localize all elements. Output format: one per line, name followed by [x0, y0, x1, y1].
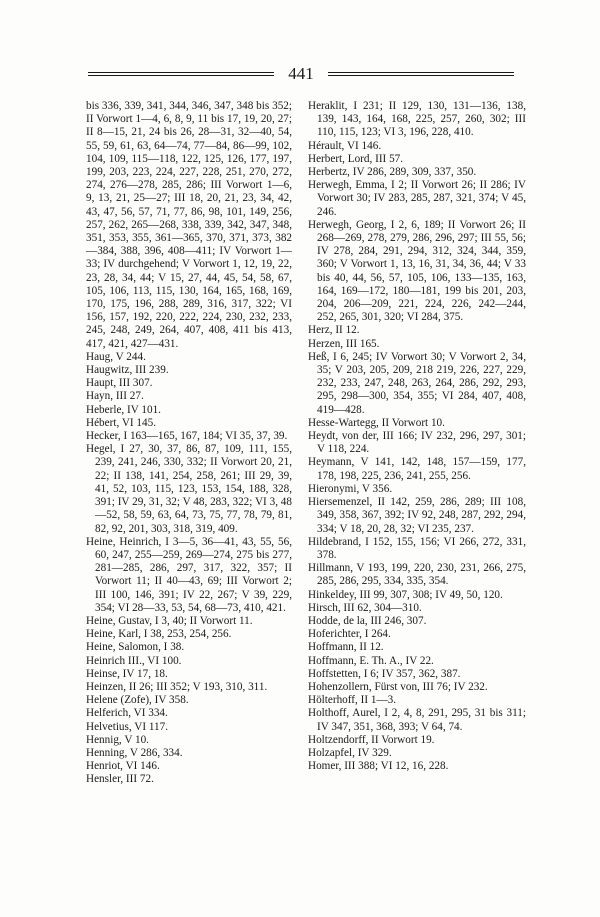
header-rule-left: [88, 72, 274, 76]
index-column-left: [86, 100, 292, 787]
index-entry: Herbert, Lord, III 57.: [308, 152, 404, 165]
index-entry: Hoferichter, I 264.: [308, 628, 391, 641]
index-entry: Heine, Salomon, I 38.: [86, 641, 185, 654]
index-entry: Hoffmann, II 12.: [308, 641, 384, 654]
index-entry: Heine, Gustav, I 3, 40; II Vorwort 11.: [86, 614, 253, 627]
index-entry: Helvetius, VI 117.: [86, 720, 169, 733]
index-entry: Heydt, von der, III 166; IV 232, 296, 297, 301; V 118, 224.: [308, 430, 526, 456]
index-entry: Herbertz, IV 286, 289, 309, 337, 350.: [308, 166, 477, 179]
index-entry: Heberle, IV 101.: [86, 403, 161, 416]
index-entry: Herwegh, Emma, I 2; II Vorwort 26; II 286; IV Vorwort 30; IV 283, 285, 287, 321, 374; V 45, 246.: [308, 179, 526, 218]
index-entry: Hiersemenzel, II 142, 259, 286, 289; III 108, 349, 358, 367, 392; IV 92, 248, 287, 292, 294, 334; V 18, 20, 28, 32; VI 235, 237.: [308, 496, 526, 535]
index-entry: Henning, V 286, 334.: [86, 746, 183, 759]
index-entry: Hinkeldey, III 99, 307, 308; IV 49, 50, 120.: [308, 588, 503, 601]
index-entry: Heß, I 6, 245; IV Vorwort 30; V Vorwort 2, 34, 35; V 203, 205, 209, 218 219, 226, 227, 229, 232, 233, 247, 248, 263, 264, 286, 292, 293, 295, 298—300, 354, 355; VI 284, 407, 408, 419—428.: [308, 350, 526, 416]
index-entry: Hegel, I 27, 30, 37, 86, 87, 109, 111, 155, 239, 241, 246, 330, 332; II Vorwort 20, 21, 22; II 138, 141, 254, 258, 261; III 29, 39, 41, 52, 103, 115, 123, 153, 154, 188, 328, 391; IV 29, 31, 32; V 48, 283, 322; VI 3, 48—52, 58, 59, 63, 64, 73, 75, 77, 78, 79, 81, 82, 92, 201, 303, 318, 319, 409.: [86, 443, 292, 535]
index-entry: Heinrich III., VI 100.: [86, 654, 182, 667]
index-entry: Hodde, de la, III 246, 307.: [308, 614, 427, 627]
index-entry: Hildebrand, I 152, 155, 156; VI 266, 272, 331, 378.: [308, 535, 526, 561]
index-entry: Hillmann, V 193, 199, 220, 230, 231, 266, 275, 285, 286, 295, 334, 335, 354.: [308, 562, 526, 588]
index-entry: Helferich, VI 334.: [86, 707, 168, 720]
index-entry: Hoffmann, E. Th. A., IV 22.: [308, 654, 434, 667]
index-entry: Holtzendorff, II Vorwort 19.: [308, 733, 435, 746]
index-column-right: [308, 100, 526, 773]
index-entry: Haupt, III 307.: [86, 377, 153, 390]
index-entry: Haug, V 244.: [86, 350, 146, 363]
index-entry: Hesse-Wartegg, II Vorwort 10.: [308, 416, 445, 429]
index-entry: Hieronymi, V 356.: [308, 482, 393, 495]
index-entry: Hébert, VI 145.: [86, 416, 157, 429]
index-entry: Hoffstetten, I 6; IV 357, 362, 387.: [308, 667, 461, 680]
index-entry: Hensler, III 72.: [86, 773, 154, 786]
header-rule-right: [328, 72, 514, 76]
index-entry: Henriot, VI 146.: [86, 760, 160, 773]
index-entry-continued: bis 336, 339, 341, 344, 346, 347, 348 bis 352; II Vorwort 1—4, 6, 8, 9, 11 bis 17, 19, 20, 27; II 8—15, 21, 24 bis 26, 28—31, 32—40, 54, 55, 59, 61, 63, 64—74, 77—84, 86—99, 102, 104, 109, 115—118, 122, 125, 126, 177, 197, 199, 203, 223, 224, 227, 228, 251, 270, 272, 274, 276—278, 285, 286; III Vorwort 1—6, 9, 13, 21, 25—27; III 18, 20, 21, 23, 34, 42, 43, 47, 56, 57, 71, 77, 86, 98, 101, 149, 256, 257, 262, 265—268, 338, 339, 342, 347, 348, 351, 353, 355, 361—365, 370, 371, 373, 382—384, 388, 396, 408—411; IV Vorwort 1—33; IV durchgehend; V Vorwort 1, 12, 19, 22, 23, 28, 34, 44; V 15, 27, 44, 45, 54, 58, 67, 105, 106, 113, 115, 130, 164, 165, 168, 169, 170, 175, 196, 288, 289, 316, 317, 322; VI 156, 157, 192, 220, 222, 224, 230, 232, 233, 245, 248, 249, 264, 407, 408, 411 bis 413, 417, 421, 427—431.: [86, 100, 292, 350]
index-entry: Hecker, I 163—165, 167, 184; VI 35, 37, 39.: [86, 430, 288, 443]
index-entry: Heinzen, II 26; III 352; V 193, 310, 311.: [86, 680, 268, 693]
index-entry: Hölterhoff, II 1—3.: [308, 694, 397, 707]
index-entry: Haugwitz, III 239.: [86, 364, 169, 377]
index-entry: Hennig, V 10.: [86, 733, 149, 746]
index-entry: Hérault, VI 146.: [308, 139, 382, 152]
index-entry: Heine, Karl, I 38, 253, 254, 256.: [86, 628, 232, 641]
index-entry: Herz, II 12.: [308, 324, 360, 337]
index-entry: Helene (Zofe), IV 358.: [86, 694, 189, 707]
index-entry: Hirsch, III 62, 304—310.: [308, 601, 422, 614]
index-entry: Heine, Heinrich, I 3—5, 36—41, 43, 55, 56, 60, 247, 255—259, 269—274, 275 bis 277, 281—285, 286, 297, 317, 322, 357; II Vorwort 11; II 40—43, 69; III Vorwort 2; III 100, 146, 391; IV 22, 267; V 39, 229, 354; VI 28—33, 53, 54, 68—73, 410, 421.: [86, 535, 292, 614]
index-entry: Herwegh, Georg, I 2, 6, 189; II Vorwort 26; II 268—269, 278, 279, 286, 296, 297; III 55, 56; IV 278, 284, 291, 294, 312, 324, 344, 359, 360; V Vorwort 1, 13, 16, 31, 34, 36, 44; V 33 bis 40, 44, 56, 57, 105, 106, 133—135, 163, 164, 169—172, 180—181, 199 bis 201, 203, 204, 206—209, 221, 224, 226, 242—244, 252, 265, 301, 320; VI 284, 375.: [308, 218, 526, 324]
index-entry: Holzapfel, IV 329.: [308, 746, 392, 759]
page-header: [88, 64, 514, 86]
index-entry: Heymann, V 141, 142, 148, 157—159, 177, 178, 198, 225, 236, 241, 255, 256.: [308, 456, 526, 482]
index-entry: Heinse, IV 17, 18.: [86, 667, 168, 680]
index-entry: Herzen, III 165.: [308, 337, 380, 350]
index-entry: Hohenzollern, Fürst von, III 76; IV 232.: [308, 680, 488, 693]
page-number: 441: [288, 64, 314, 83]
index-entry: Holthoff, Aurel, I 2, 4, 8, 291, 295, 31 bis 311; IV 347, 351, 368, 393; V 64, 74.: [308, 707, 526, 733]
index-entry: Homer, III 388; VI 12, 16, 228.: [308, 760, 449, 773]
index-entry: Heraklit, I 231; II 129, 130, 131—136, 138, 139, 143, 164, 168, 225, 257, 260, 302; III 110, 115, 123; VI 3, 196, 228, 410.: [308, 100, 526, 139]
index-entry: Hayn, III 27.: [86, 390, 144, 403]
